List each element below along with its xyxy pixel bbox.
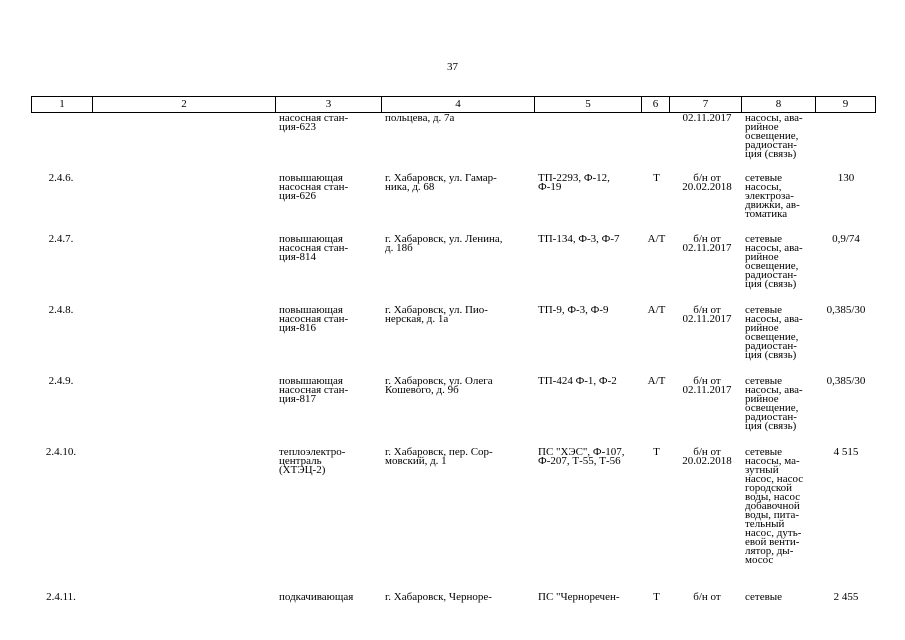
reliability-category: А/Т	[647, 304, 666, 316]
document-reference: б/н от	[693, 591, 721, 603]
row-number: 2.4.7.	[48, 233, 74, 245]
reliability-category: А/Т	[647, 375, 666, 387]
object-name: повышающая насосная стан- ция-817	[279, 375, 349, 405]
row-number: 2.4.11.	[46, 591, 76, 603]
page-number: 37	[447, 61, 458, 73]
header-cell-8: 8	[742, 97, 816, 112]
object-address: г. Хабаровск, пер. Сор- мовский, д. 1	[385, 446, 493, 467]
reliability-category: Т	[653, 591, 660, 603]
power-value: 2 455	[833, 591, 859, 603]
document-reference: б/н от 20.02.2018	[682, 172, 732, 193]
document-reference: б/н от 02.11.2017	[682, 375, 732, 396]
header-cell-6: 6	[642, 97, 670, 112]
power-value: 0,385/30	[826, 304, 866, 316]
power-feeder: ТП-2293, Ф-12, Ф-19	[538, 172, 610, 193]
power-feeder: ТП-424 Ф-1, Ф-2	[538, 375, 617, 387]
data-table	[31, 96, 876, 603]
object-name: повышающая насосная стан- ция-816	[279, 304, 349, 334]
row-number: 2.4.8.	[48, 304, 74, 316]
object-address: г. Хабаровск, ул. Гамар- ника, д. 68	[385, 172, 497, 193]
power-feeder: ПС "ХЭС", Ф-107, Ф-207, Т-55, Т-56	[538, 446, 625, 467]
power-value: 0,385/30	[826, 375, 866, 387]
header-cell-9: 9	[842, 98, 849, 110]
object-name: теплоэлектро- централь (ХТЭЦ-2)	[279, 446, 346, 476]
table-header	[31, 96, 876, 113]
row-number: 2.4.9.	[48, 375, 74, 387]
row-number: 2.4.10.	[45, 446, 77, 458]
object-name: повышающая насосная стан- ция-626	[279, 172, 349, 202]
document-reference: б/н от 20.02.2018	[682, 446, 732, 467]
equipment-list: сетевые насосы, ава- рийное освещение, радиостан- ция (связь)	[745, 375, 803, 432]
object-address: г. Хабаровск, ул. Пио- нерская, д. 1а	[385, 304, 488, 325]
power-value: 0,9/74	[832, 233, 860, 245]
equipment-list: сетевые насосы, электроза- движки, ав- томатика	[745, 172, 800, 220]
row-number: 2.4.6.	[48, 172, 74, 184]
equipment-list: сетевые	[745, 591, 783, 603]
header-cell-2: 2	[93, 97, 276, 112]
header-cell-3: 3	[276, 97, 382, 112]
power-value: 130	[837, 172, 855, 184]
power-feeder: ТП-134, Ф-3, Ф-7	[538, 233, 620, 245]
header-cell-1: 1	[32, 97, 93, 112]
header-cell-4: 4	[382, 97, 535, 112]
equipment-list: сетевые насосы, ма- зутный насос, насос городской воды, насос добавочной воды, пита- тельный насос, дуть- евой венти- лятор, ды- мосос	[745, 446, 804, 566]
header-cell-7: 7	[670, 97, 742, 112]
reliability-category: А/Т	[647, 233, 666, 245]
object-address: г. Хабаровск, ул. Ленина, д. 18б	[385, 233, 503, 254]
power-feeder: ПС "Черноречен-	[538, 591, 620, 603]
object-name: повышающая насосная стан- ция-814	[279, 233, 349, 263]
object-address: польцева, д. 7а	[385, 112, 455, 124]
object-address: г. Хабаровск, ул. Олега Кошевого, д. 9б	[385, 375, 493, 396]
equipment-list: сетевые насосы, ава- рийное освещение, радиостан- ция (связь)	[745, 233, 803, 290]
document-reference: б/н от 02.11.2017	[682, 304, 732, 325]
document-reference: 02.11.2017	[682, 112, 732, 124]
equipment-list: насосы, ава- рийное освещение, радиостан- ция (связь)	[745, 112, 803, 160]
object-address: г. Хабаровск, Черноре-	[385, 591, 492, 603]
equipment-list: сетевые насосы, ава- рийное освещение, радиостан- ция (связь)	[745, 304, 803, 361]
object-name: подкачивающая	[279, 591, 354, 603]
object-name: насосная стан- ция-623	[279, 112, 349, 133]
reliability-category: Т	[653, 446, 660, 458]
header-cell-5: 5	[535, 97, 642, 112]
reliability-category: Т	[653, 172, 660, 184]
power-value: 4 515	[833, 446, 859, 458]
document-reference: б/н от 02.11.2017	[682, 233, 732, 254]
power-feeder: ТП-9, Ф-3, Ф-9	[538, 304, 609, 316]
